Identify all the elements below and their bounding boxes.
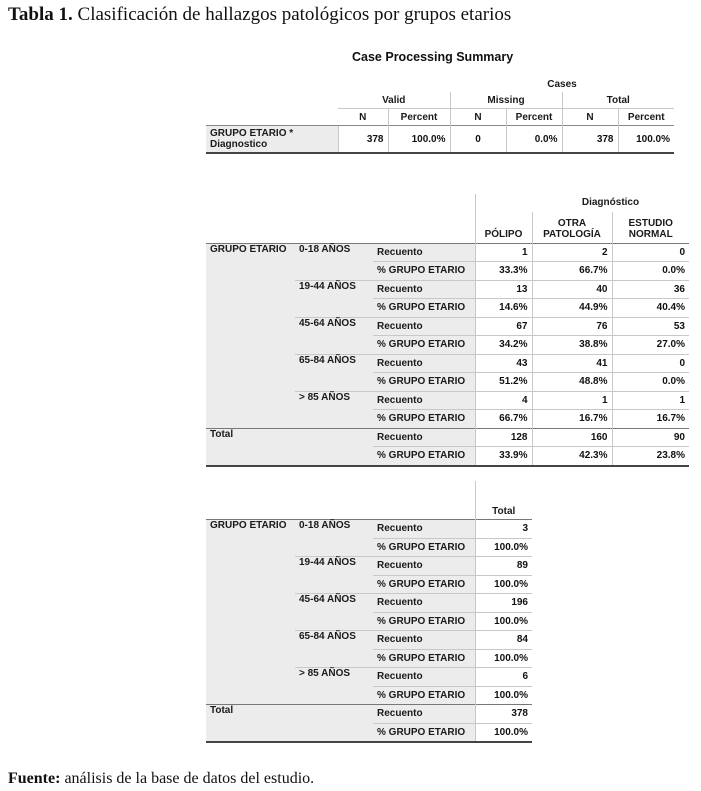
cell-value: 67	[475, 317, 532, 336]
age-group-label: 45-64 AÑOS	[295, 317, 373, 354]
summary-value: 378	[562, 126, 618, 154]
cell-value: 66.7%	[532, 262, 612, 281]
subheader: N	[359, 111, 367, 123]
total-header: Total	[562, 92, 674, 109]
cell-value: 3	[475, 520, 532, 539]
stat-label: % GRUPO ETARIO	[373, 299, 475, 318]
subheader: N	[562, 109, 618, 126]
summary-value: 0	[450, 126, 506, 154]
age-group-label: 65-84 AÑOS	[295, 354, 373, 391]
diagnostico-header: Diagnóstico	[581, 197, 640, 209]
table-caption	[8, 4, 511, 26]
cell-value: 51.2%	[475, 373, 532, 392]
cases-header: Cases	[547, 78, 577, 90]
stat-label: Recuento	[373, 520, 475, 539]
cell-value: 66.7%	[475, 410, 532, 429]
cell-value: 100.0%	[475, 723, 532, 742]
cell-value: 38.8%	[532, 336, 612, 355]
cell-value: 160	[532, 428, 612, 447]
stat-label: % GRUPO ETARIO	[373, 447, 475, 466]
table-row	[206, 520, 532, 539]
totals-header: Total	[475, 481, 532, 520]
col-header-line: ESTUDIO	[628, 217, 673, 229]
subheader: Percent	[618, 109, 674, 126]
caption-prefix: Tabla 1.	[8, 4, 73, 25]
crosstab-body	[206, 243, 689, 466]
stat-label: Recuento	[373, 391, 475, 410]
table-row	[206, 243, 689, 262]
totals-table	[206, 481, 532, 743]
cell-value: 27.0%	[612, 336, 689, 355]
cell-value: 378	[475, 705, 532, 724]
stat-label: % GRUPO ETARIO	[373, 575, 475, 594]
totals-body	[206, 520, 532, 743]
age-group-label: > 85 AÑOS	[295, 391, 373, 428]
stat-label: Recuento	[373, 354, 475, 373]
stat-label: % GRUPO ETARIO	[373, 649, 475, 668]
cell-value: 90	[612, 428, 689, 447]
stat-label: % GRUPO ETARIO	[373, 538, 475, 557]
age-group-label: 65-84 AÑOS	[295, 631, 373, 668]
summary-value: 0.0%	[506, 126, 562, 154]
stat-label: Recuento	[373, 631, 475, 650]
cell-value: 34.2%	[475, 336, 532, 355]
subheader: Percent	[506, 109, 562, 126]
cell-value: 100.0%	[475, 575, 532, 594]
cell-value: 16.7%	[612, 410, 689, 429]
cell-value: 89	[475, 557, 532, 576]
col-header-line: PÓLIPO	[484, 228, 523, 240]
summary-value: 100.0%	[388, 126, 450, 154]
cell-value: 100.0%	[475, 538, 532, 557]
stat-label: % GRUPO ETARIO	[373, 373, 475, 392]
cell-value: 1	[612, 391, 689, 410]
age-group-label: > 85 AÑOS	[295, 668, 373, 705]
source-footer	[8, 770, 314, 788]
footer-prefix: Fuente:	[8, 770, 61, 787]
cell-value: 0	[612, 354, 689, 373]
cell-value: 41	[532, 354, 612, 373]
stat-label: Recuento	[373, 243, 475, 262]
row-variable-label: GRUPO ETARIO	[206, 243, 295, 428]
col-header-line: OTRA	[557, 217, 587, 229]
cell-value: 128	[475, 428, 532, 447]
row-label-line: Diagnostico	[210, 139, 268, 150]
stat-label: Recuento	[373, 557, 475, 576]
stat-label: Recuento	[373, 280, 475, 299]
subheader: Percent	[388, 109, 450, 126]
cell-value: 100.0%	[475, 612, 532, 631]
cell-value: 14.6%	[475, 299, 532, 318]
col-header-line: NORMAL	[628, 228, 673, 240]
stat-label: % GRUPO ETARIO	[373, 336, 475, 355]
cell-value: 1	[475, 243, 532, 262]
summary-value: 100.0%	[618, 126, 674, 154]
case-processing-summary-table	[206, 76, 674, 154]
cell-value: 43	[475, 354, 532, 373]
stat-label: % GRUPO ETARIO	[373, 612, 475, 631]
cell-value: 0.0%	[612, 262, 689, 281]
missing-header: Missing	[450, 92, 562, 109]
cell-value: 100.0%	[475, 686, 532, 705]
cell-value: 44.9%	[532, 299, 612, 318]
cell-value: 1	[532, 391, 612, 410]
crosstab-table	[206, 194, 689, 467]
cell-value: 36	[612, 280, 689, 299]
stat-label: % GRUPO ETARIO	[373, 723, 475, 742]
stat-label: % GRUPO ETARIO	[373, 410, 475, 429]
cell-value: 40	[532, 280, 612, 299]
col-header-normal	[612, 212, 689, 244]
stat-label: Recuento	[373, 317, 475, 336]
cell-value: 196	[475, 594, 532, 613]
col-header-otra	[532, 212, 612, 244]
cell-value: 42.3%	[532, 447, 612, 466]
cell-value: 23.8%	[612, 447, 689, 466]
age-group-label: 0-18 AÑOS	[295, 243, 373, 280]
subheader: N	[450, 109, 506, 126]
stat-label: Recuento	[373, 705, 475, 724]
cell-value: 33.3%	[475, 262, 532, 281]
age-group-label: 45-64 AÑOS	[295, 594, 373, 631]
stat-label: % GRUPO ETARIO	[373, 262, 475, 281]
caption-text: Clasificación de hallazgos patológicos por grupos etarios	[72, 4, 512, 25]
summary-title: Case Processing Summary	[352, 50, 514, 64]
cell-value: 0	[612, 243, 689, 262]
cell-value: 4	[475, 391, 532, 410]
total-row-label: Total	[206, 705, 373, 743]
age-group-label: 19-44 AÑOS	[295, 280, 373, 317]
stat-label: Recuento	[373, 668, 475, 687]
stat-label: Recuento	[373, 594, 475, 613]
summary-row-label	[206, 126, 338, 154]
cell-value: 16.7%	[532, 410, 612, 429]
age-group-label: 0-18 AÑOS	[295, 520, 373, 557]
table-row	[206, 428, 689, 447]
cell-value: 100.0%	[475, 649, 532, 668]
cell-value: 6	[475, 668, 532, 687]
total-row-label: Total	[206, 428, 373, 466]
footer-text: análisis de la base de datos del estudio.	[60, 770, 315, 787]
cell-value: 84	[475, 631, 532, 650]
cell-value: 2	[532, 243, 612, 262]
cell-value: 40.4%	[612, 299, 689, 318]
table-row	[206, 705, 532, 724]
col-header-line: PATOLOGÍA	[543, 228, 601, 240]
stat-label: % GRUPO ETARIO	[373, 686, 475, 705]
row-variable-label: GRUPO ETARIO	[206, 520, 295, 705]
cell-value: 76	[532, 317, 612, 336]
valid-header: Valid	[338, 92, 450, 109]
stat-label: Recuento	[373, 428, 475, 447]
row-label-line: GRUPO ETARIO *	[210, 128, 294, 139]
cell-value: 13	[475, 280, 532, 299]
summary-value: 378	[338, 126, 388, 154]
cell-value: 33.9%	[475, 447, 532, 466]
cell-value: 48.8%	[532, 373, 612, 392]
cell-value: 53	[612, 317, 689, 336]
cell-value: 0.0%	[612, 373, 689, 392]
col-header-polipo	[475, 212, 532, 244]
age-group-label: 19-44 AÑOS	[295, 557, 373, 594]
